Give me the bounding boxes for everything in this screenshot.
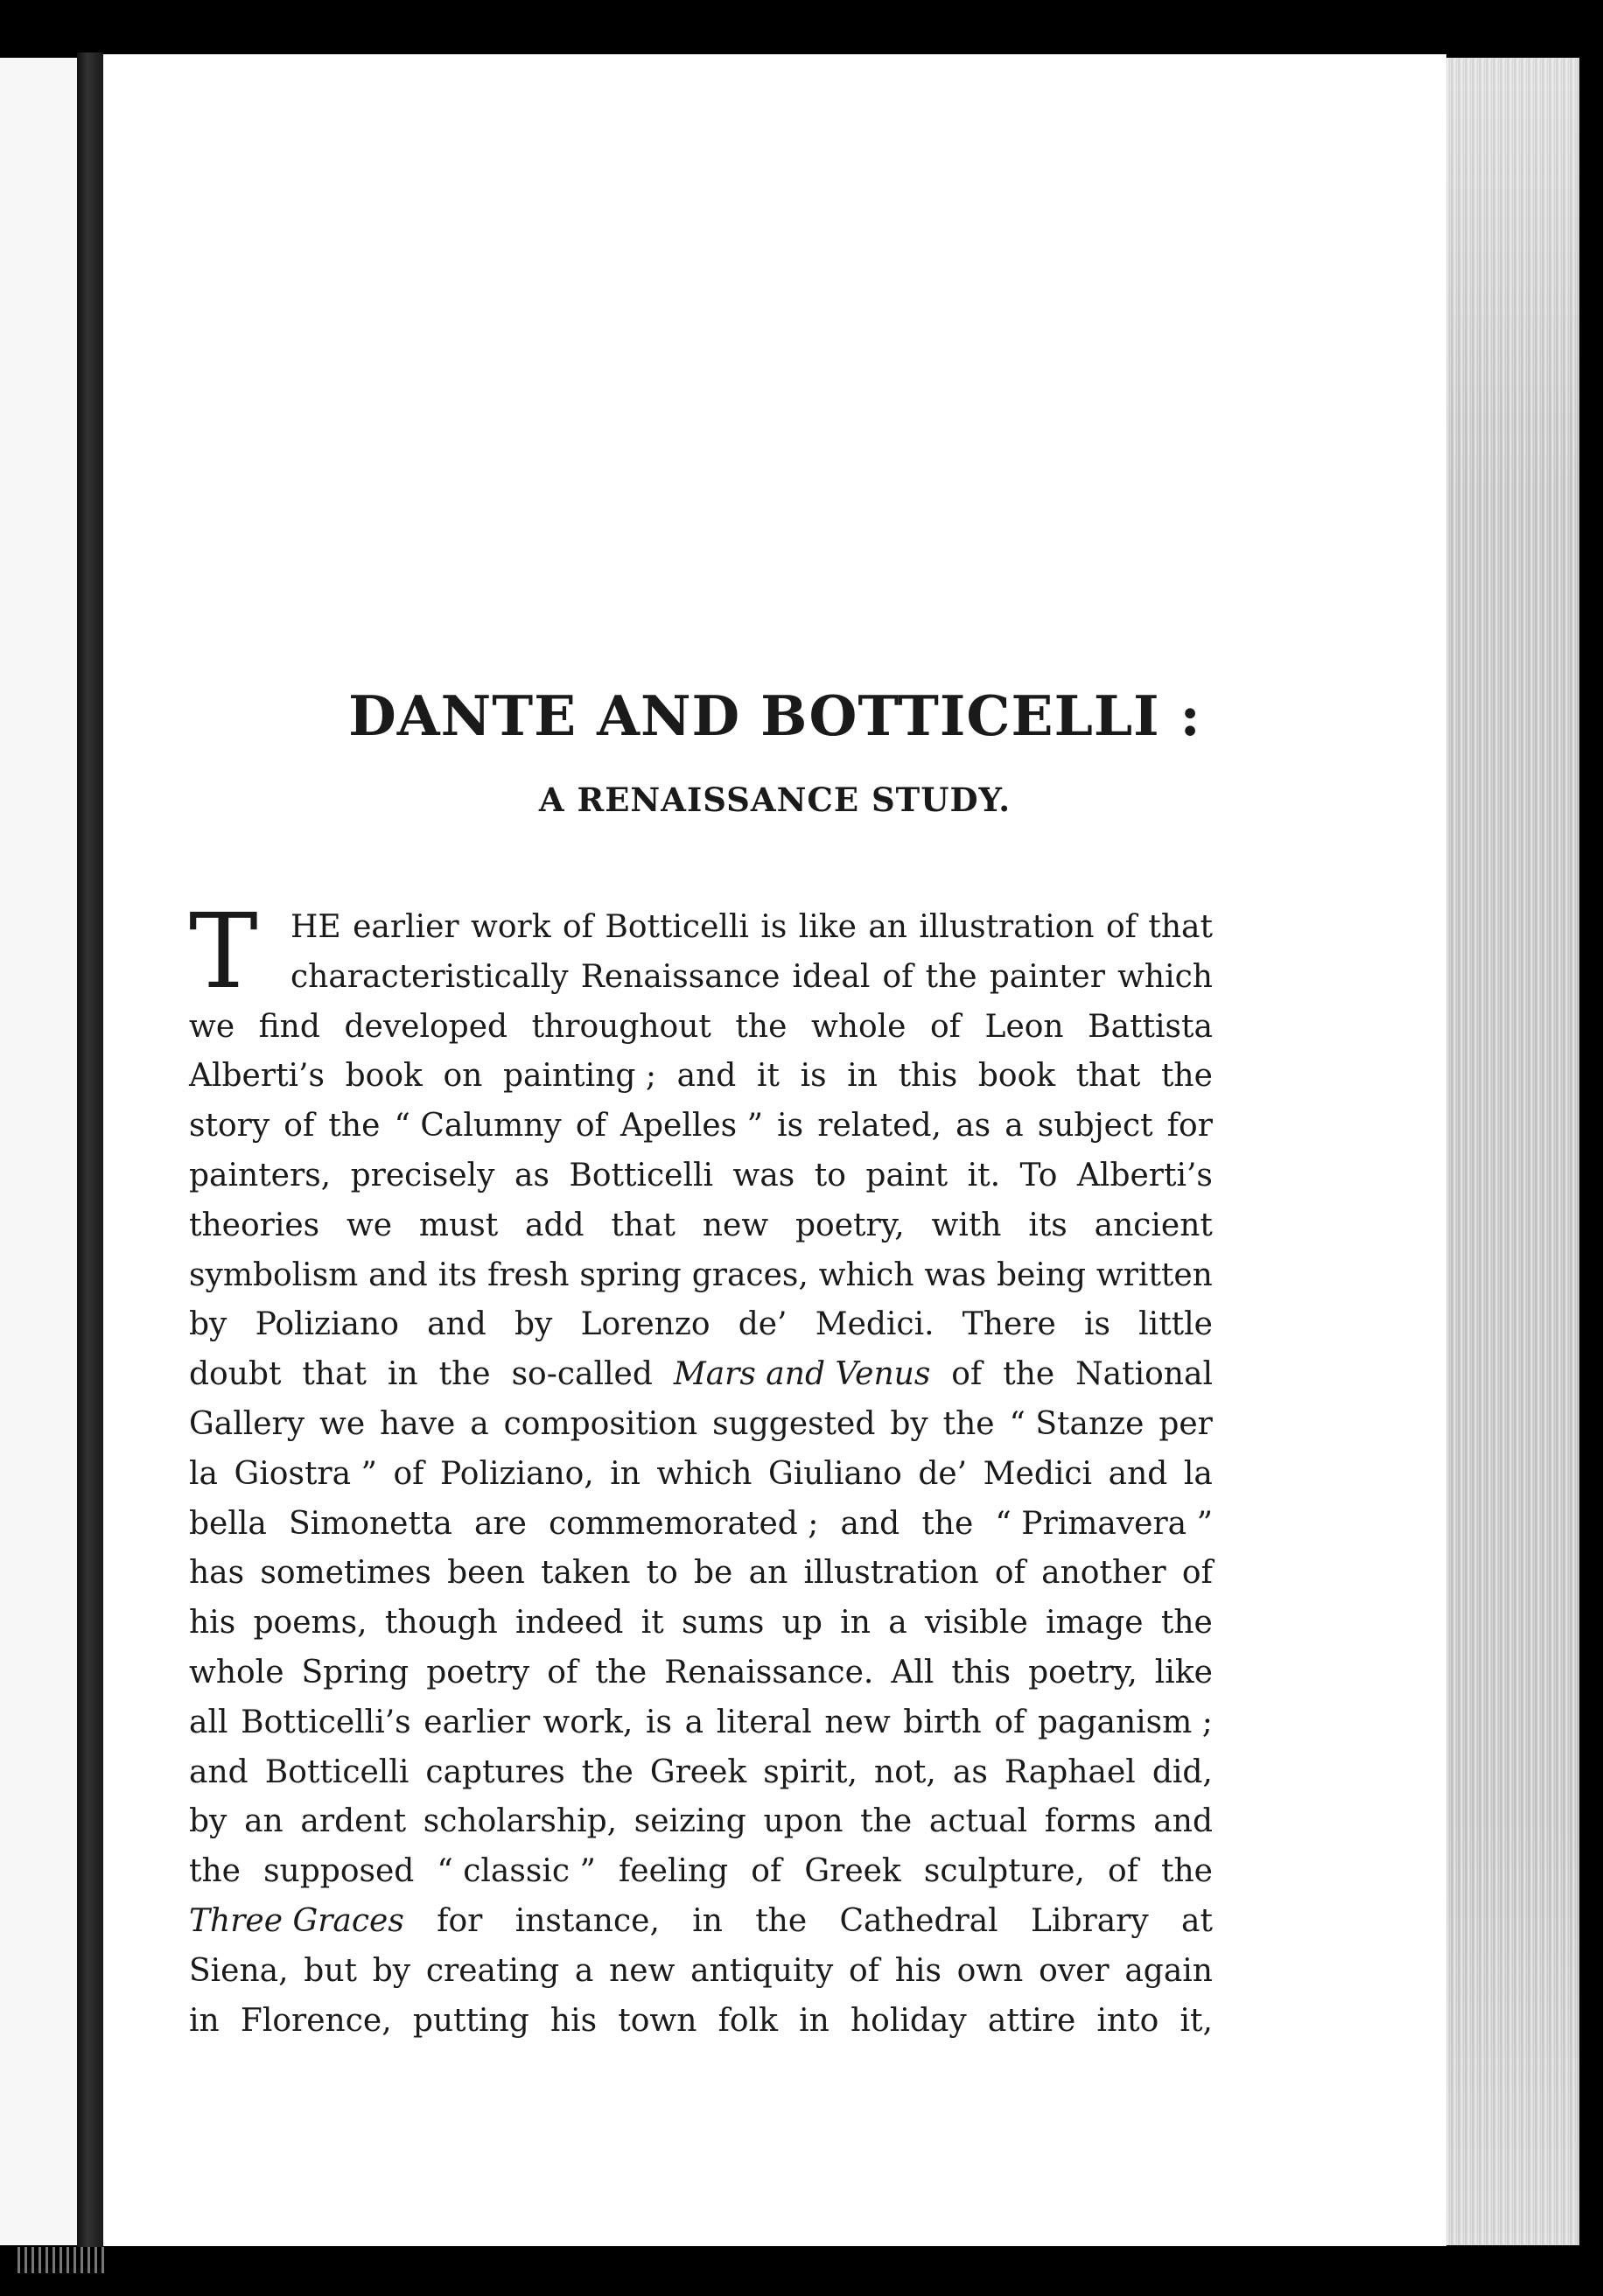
word: forms (1044, 1803, 1137, 1840)
word: bella (189, 1505, 267, 1542)
word: Cathedral (839, 1902, 998, 1939)
word: Medici (983, 1455, 1093, 1492)
word: Leon (984, 1008, 1064, 1045)
text-line (189, 1549, 1213, 1599)
word: Botticelli (605, 909, 749, 945)
word: related, (817, 1108, 942, 1144)
word: of (547, 1654, 578, 1690)
word: HE (290, 909, 341, 945)
word: his (189, 1605, 236, 1642)
word: of (1181, 1555, 1213, 1592)
word: a (1004, 1108, 1024, 1144)
text-line (189, 1797, 1213, 1847)
word: that (1075, 1058, 1141, 1095)
text-line (189, 1748, 1213, 1798)
word: Poliziano (255, 1306, 399, 1343)
word: as (514, 1157, 550, 1194)
word: instance, (514, 1902, 660, 1939)
word: de’ (918, 1455, 968, 1492)
word: the (328, 1108, 381, 1144)
word: painting ; (502, 1058, 656, 1095)
word: poetry, (1028, 1654, 1138, 1690)
word: its (438, 1256, 478, 1293)
word: as (952, 1754, 988, 1790)
word: “ Stanze (1009, 1405, 1144, 1442)
word: poetry, (794, 1207, 905, 1243)
word: that (1148, 909, 1213, 945)
word: of (994, 1555, 1026, 1592)
word: the (1160, 1058, 1213, 1095)
word: the (1003, 1356, 1055, 1393)
text-line (189, 1300, 1213, 1350)
word: creating (425, 1952, 560, 1989)
word: visible (925, 1605, 1028, 1642)
text-line (189, 1947, 1213, 1997)
word: doubt (189, 1356, 282, 1393)
word: in (840, 1605, 871, 1642)
word: Florence, (240, 2002, 392, 2039)
word: it, (1180, 2002, 1213, 2039)
word: Giostra ” (234, 1455, 377, 1492)
word: again (1124, 1952, 1213, 1989)
word: “ classic ” (437, 1853, 596, 1890)
word: this (898, 1058, 958, 1095)
word: theories (189, 1207, 320, 1243)
word: add (525, 1207, 584, 1243)
word: la (1183, 1455, 1213, 1492)
word: been (447, 1555, 525, 1592)
text-line (189, 1003, 1213, 1053)
word: Simonetta (288, 1505, 452, 1542)
word: over (1039, 1952, 1110, 1989)
word: a (684, 1704, 704, 1740)
word: by (189, 1306, 228, 1343)
word: with (931, 1207, 1002, 1243)
word: it (640, 1605, 664, 1642)
word: of (994, 1704, 1026, 1740)
text-line (189, 1997, 1213, 2047)
word: to (646, 1555, 678, 1592)
word: the (189, 1853, 241, 1890)
word: by (514, 1306, 553, 1343)
word: so-called (511, 1356, 653, 1393)
word: graces, (691, 1256, 808, 1293)
word: at (1181, 1902, 1213, 1939)
word: did, (1152, 1754, 1213, 1790)
word: Renaissance (580, 958, 780, 995)
word: whole (810, 1008, 906, 1045)
word: characteristically (290, 958, 569, 995)
word: a (470, 1405, 489, 1442)
word: and (1108, 1455, 1168, 1492)
word: new (702, 1207, 769, 1243)
word: Botticelli’s (241, 1704, 411, 1740)
word: Battista (1088, 1008, 1213, 1045)
word: a (574, 1952, 594, 1989)
text-line (189, 1400, 1213, 1450)
word: town (618, 2002, 697, 2039)
word: developed (344, 1008, 508, 1045)
word: earlier (424, 1704, 530, 1740)
word: his (550, 2002, 598, 2039)
word: Giuliano (767, 1455, 902, 1492)
text-line (189, 1251, 1213, 1301)
text-line (189, 1052, 1213, 1102)
word: captures (425, 1754, 565, 1790)
word: All (891, 1654, 934, 1690)
word: not, (874, 1754, 936, 1790)
word: Botticelli (569, 1157, 714, 1194)
word: de’ (738, 1306, 788, 1343)
word: it. (967, 1157, 1001, 1194)
word: spirit, (763, 1754, 858, 1790)
word: folk (718, 2002, 778, 2039)
word: is (800, 1058, 827, 1095)
word: subject (1037, 1108, 1153, 1144)
word: throughout (531, 1008, 711, 1045)
chapter-title: DANTE AND BOTTICELLI : (348, 683, 1201, 748)
word: Raphael (1004, 1754, 1136, 1790)
previous-page-sliver (0, 58, 77, 2245)
word: Siena, (189, 1952, 289, 1989)
word: new (824, 1704, 891, 1740)
word: have (380, 1405, 456, 1442)
word: fresh (487, 1256, 570, 1293)
text-line (189, 1102, 1213, 1152)
word: ardent (300, 1803, 407, 1840)
word: of (393, 1455, 424, 1492)
text-line (189, 1201, 1213, 1251)
word: commemorated ; (549, 1505, 819, 1542)
word: upon (763, 1803, 844, 1840)
word: in (847, 1058, 878, 1095)
word: of (1107, 1853, 1138, 1890)
word: up (781, 1605, 822, 1642)
word: of (751, 1853, 782, 1890)
text-line (189, 1599, 1213, 1648)
word: of (562, 909, 593, 945)
word: to (814, 1157, 846, 1194)
word: Spring (301, 1654, 410, 1690)
word: in (610, 1455, 640, 1492)
word: that (302, 1356, 367, 1393)
word: the (860, 1803, 913, 1840)
word: actual (928, 1803, 1028, 1840)
word: the (1160, 1605, 1213, 1642)
text-line (189, 903, 1213, 953)
word: work (471, 909, 551, 945)
word: poems, (253, 1605, 368, 1642)
word: by (372, 1952, 411, 1989)
word: which (656, 1455, 752, 1492)
word: story (189, 1108, 270, 1144)
word: of (882, 958, 914, 995)
word: Botticelli (264, 1754, 410, 1790)
word: in (692, 1902, 723, 1939)
text-line (189, 1847, 1213, 1897)
word: of (849, 1952, 880, 1989)
word: is (777, 1108, 804, 1144)
word: antiquity (690, 1952, 834, 1989)
word: by (890, 1405, 928, 1442)
word: in (189, 2002, 220, 2039)
word: but (304, 1952, 357, 1989)
word: and (1153, 1803, 1213, 1840)
text-line (189, 1500, 1213, 1550)
word: of (284, 1108, 315, 1144)
word: like (798, 909, 857, 945)
word: of (951, 1356, 983, 1393)
word: which (1117, 958, 1213, 995)
text-line (189, 1450, 1213, 1500)
body-paragraph (189, 903, 1213, 2046)
word: and (676, 1058, 737, 1095)
word: the (925, 958, 977, 995)
word: this (951, 1654, 1012, 1690)
word: precisely (350, 1157, 495, 1194)
word: on (443, 1058, 483, 1095)
text-line (189, 1152, 1213, 1201)
word: the (942, 1405, 995, 1442)
word: we (319, 1405, 366, 1442)
word: feeling (618, 1853, 729, 1890)
word: and (840, 1505, 900, 1542)
word: spring (579, 1256, 682, 1293)
word: Gallery (189, 1405, 305, 1442)
scan-edge-marks (18, 2247, 105, 2273)
word: sometimes (260, 1555, 431, 1592)
word: of (929, 1008, 961, 1045)
word: To (1019, 1157, 1058, 1194)
word: scholarship, (423, 1803, 618, 1840)
word: an (748, 1555, 788, 1592)
word: “ Primavera ” (995, 1505, 1213, 1542)
word: earlier (353, 909, 459, 945)
word: sums (682, 1605, 765, 1642)
word: illustration (919, 909, 1095, 945)
word: ideal (792, 958, 871, 995)
word: attire (987, 2002, 1076, 2039)
word: “ Calumny (394, 1108, 562, 1144)
word: by (189, 1803, 228, 1840)
word: birth (903, 1704, 982, 1740)
word: little (1138, 1306, 1213, 1343)
word: the (921, 1505, 974, 1542)
word: National (1075, 1356, 1213, 1393)
word: its (1028, 1207, 1068, 1243)
word: taken (541, 1555, 631, 1592)
word: whole (189, 1654, 284, 1690)
word: Mars and Venus (673, 1356, 931, 1393)
word: book (977, 1058, 1056, 1095)
word: and (189, 1754, 248, 1790)
word: must (418, 1207, 499, 1243)
word: for (1166, 1108, 1213, 1144)
word: ancient (1094, 1207, 1213, 1243)
word: is (1083, 1306, 1110, 1343)
word: of (575, 1108, 606, 1144)
word: a (888, 1605, 907, 1642)
text-line (189, 1897, 1213, 1947)
word: per (1158, 1405, 1213, 1442)
word: la (189, 1455, 218, 1492)
word: as (956, 1108, 991, 1144)
word: Greek (649, 1754, 747, 1790)
word: poetry (426, 1654, 530, 1690)
word: Poliziano, (440, 1455, 594, 1492)
word: indeed (515, 1605, 624, 1642)
word: There (962, 1306, 1056, 1343)
word: sculpture, (923, 1853, 1085, 1890)
word: paint (865, 1157, 948, 1194)
word: and (368, 1256, 428, 1293)
drop-cap: T (189, 891, 258, 1012)
word: be (694, 1555, 733, 1592)
word: seizing (634, 1803, 746, 1840)
word: an (244, 1803, 284, 1840)
word: book (345, 1058, 423, 1095)
word: Medici. (815, 1306, 934, 1343)
text-line (189, 1648, 1213, 1698)
word: into (1096, 2002, 1159, 2039)
word: Greek (804, 1853, 901, 1890)
word: like (1154, 1654, 1213, 1690)
word: in (799, 2002, 830, 2039)
word: Library (1031, 1902, 1149, 1939)
word: another (1041, 1555, 1166, 1592)
word: though (384, 1605, 498, 1642)
word: composition (503, 1405, 698, 1442)
word: painters, (189, 1157, 332, 1194)
word: suggested (712, 1405, 876, 1442)
word: Alberti’s (1076, 1157, 1213, 1194)
word: the (735, 1008, 788, 1045)
word: we (346, 1207, 393, 1243)
word: the (438, 1356, 491, 1393)
book-gutter (77, 52, 103, 2258)
word: in (387, 1356, 418, 1393)
word: Apelles ” (620, 1108, 763, 1144)
word: and (427, 1306, 486, 1343)
word: holiday (850, 2002, 967, 2039)
word: the (581, 1754, 634, 1790)
word: are (473, 1505, 527, 1542)
word: Renaissance. (664, 1654, 874, 1690)
word: literal (716, 1704, 812, 1740)
word: being (996, 1256, 1087, 1293)
text-line (189, 953, 1213, 1003)
word: an (868, 909, 907, 945)
word: the (595, 1654, 648, 1690)
word: the (755, 1902, 808, 1939)
word: it (756, 1058, 780, 1095)
word: was (732, 1157, 795, 1194)
word: the (1161, 1853, 1213, 1890)
word: find (258, 1008, 320, 1045)
word: his (894, 1952, 942, 1989)
word: work, (542, 1704, 634, 1740)
word: written (1096, 1256, 1213, 1293)
word: symbolism (189, 1256, 359, 1293)
word: is (646, 1704, 673, 1740)
word: of (1105, 909, 1137, 945)
word: paganism ; (1037, 1704, 1213, 1740)
chapter-subtitle: A RENAISSANCE STUDY. (538, 780, 1012, 819)
word: Alberti’s (189, 1058, 325, 1095)
word: is (760, 909, 788, 945)
word: was (924, 1256, 987, 1293)
word: Three Graces (189, 1902, 404, 1939)
word: supposed (263, 1853, 415, 1890)
word: Lorenzo (580, 1306, 710, 1343)
text-line (189, 1350, 1213, 1400)
word: that (611, 1207, 676, 1243)
word: painter (989, 958, 1105, 995)
word: we (189, 1008, 235, 1045)
word: illustration (803, 1555, 979, 1592)
word: putting (412, 2002, 529, 2039)
text-line (189, 1698, 1213, 1748)
word: own (956, 1952, 1024, 1989)
word: has (189, 1555, 245, 1592)
word: image (1046, 1605, 1144, 1642)
word: which (818, 1256, 914, 1293)
word: for (437, 1902, 483, 1939)
word: all (189, 1704, 228, 1740)
word: new (609, 1952, 676, 1989)
